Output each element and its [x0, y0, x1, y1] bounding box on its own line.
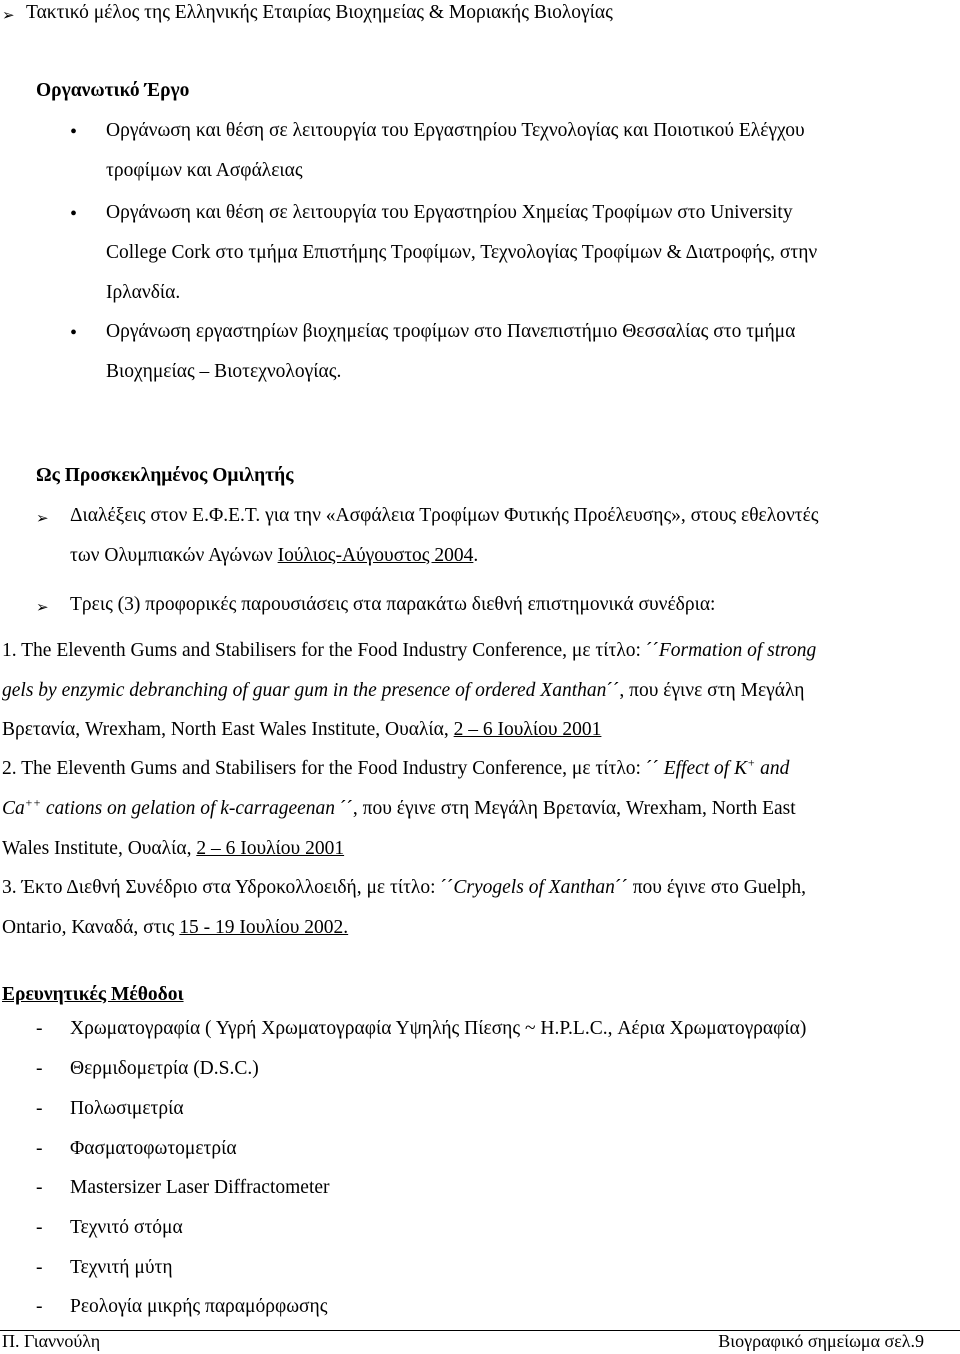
method-item: Τεχνιτή μύτη [70, 1257, 173, 1278]
org-item-2-line-3: Ιρλανδία. [106, 282, 181, 303]
method-item: Πολωσιμετρία [70, 1098, 184, 1119]
org-item-3-line-1: Οργάνωση εργαστηρίων βιοχημείας τροφίμων στο Πανεπιστήμιο Θεσσαλίας στο τμήμα [106, 321, 796, 342]
conf-3-line-2: Ontario, Καναδά, στις 15 - 19 Ιουλίου 2002. [2, 917, 349, 938]
org-item-1-line-1: Οργάνωση και θέση σε λειτουργία του Εργαστηρίου Τεχνολογίας και Ποιοτικού Ελέγχου [106, 120, 805, 141]
org-item-2-line-1: Οργάνωση και θέση σε λειτουργία του Εργαστηρίου Χημείας Τροφίμων στο University [106, 202, 793, 223]
bullet-icon: • [70, 322, 78, 344]
conf-3-date: 15 - 19 Ιουλίου 2002. [179, 917, 349, 938]
org-item-2-line-2: College Cork στο τμήμα Επιστήμης Τροφίμων, Τεχνολογίας Τροφίμων & Διατροφής, στην [106, 242, 818, 263]
methods-heading: Ερευνητικές Μέθοδοι [2, 984, 184, 1005]
method-item: Mastersizer Laser Diffractometer [70, 1177, 330, 1198]
method-dash: - [36, 1058, 43, 1079]
method-dash: - [36, 1257, 43, 1278]
conf-2-line-2: Ca++ cations on gelation of k-carrageenan ´´, που έγινε στη Μεγάλη Βρετανία, Wrexham, North East [2, 795, 796, 819]
method-dash: - [36, 1217, 43, 1238]
method-item: Φασματοφωτομετρία [70, 1138, 237, 1159]
conf-2-line-3: Wales Institute, Ουαλία, 2 – 6 Ιουλίου 2001 [2, 838, 345, 859]
conf-2-date: 2 – 6 Ιουλίου 2001 [196, 838, 345, 859]
method-dash: - [36, 1018, 43, 1039]
organizational-heading: Οργανωτικό Έργο [36, 80, 190, 101]
lectures-line-1: Διαλέξεις στον Ε.Φ.Ε.Τ. για την «Ασφάλεια Τροφίμων Φυτικής Προέλευσης», στους εθελοντές [70, 505, 819, 526]
footer-author: Π. Γιαννούλη [2, 1331, 101, 1351]
conf-1-date: 2 – 6 Ιουλίου 2001 [453, 719, 602, 740]
bullet-icon: • [70, 203, 78, 225]
conf-1-line-1: 1. The Eleventh Gums and Stabilisers for the Food Industry Conference, με τίτλο: ´´Formation of strong [2, 640, 817, 661]
method-dash: - [36, 1177, 43, 1198]
method-item: Τεχνιτό στόμα [70, 1217, 183, 1238]
method-dash: - [36, 1098, 43, 1119]
arrow-bullet-icon: ➢ [36, 598, 49, 616]
method-dash: - [36, 1296, 43, 1317]
lectures-date: Ιούλιος-Αύγουστος 2004 [277, 545, 474, 566]
conf-3-line-1: 3. Έκτο Διεθνή Συνέδριο στα Υδροκολλοειδή, με τίτλο: ´´Cryogels of Xanthan´´ που έγινε στο Guelph, [2, 877, 807, 898]
arrow-bullet-icon: ➢ [2, 6, 15, 24]
arrow-bullet-icon: ➢ [36, 509, 49, 527]
conf-1-line-2: gels by enzymic debranching of guar gum in the presence of ordered Xanthan´´, που έγινε στη Μεγάλη [2, 680, 805, 701]
footer-page-label: Βιογραφικό σημείωμα σελ.9 [718, 1331, 924, 1351]
org-item-1-line-2: τροφίμων και Ασφάλειας [106, 160, 303, 181]
method-item: Ρεολογία μικρής παραμόρφωσης [70, 1296, 328, 1317]
conf-2-line-1: 2. The Eleventh Gums and Stabilisers for the Food Industry Conference, με τίτλο: ´´ Effect of K+ and [2, 755, 790, 779]
method-item: Θερμιδομετρία (D.S.C.) [70, 1058, 259, 1079]
conferences-intro: Τρεις (3) προφορικές παρουσιάσεις στα παρακάτω διεθνή επιστημονικά συνέδρια: [70, 594, 716, 615]
method-item: Χρωματογραφία ( Υγρή Χρωματογραφία Υψηλής Πίεσης ~ H.P.L.C., Αέρια Χρωματογραφία) [70, 1018, 807, 1039]
bullet-icon: • [70, 121, 78, 143]
lectures-line-2: των Ολυμπιακών Αγώνων Ιούλιος-Αύγουστος 2004. [70, 545, 479, 566]
method-dash: - [36, 1138, 43, 1159]
speaker-heading: Ως Προσκεκλημένος Ομιλητής [36, 465, 294, 486]
conf-1-line-3: Βρετανία, Wrexham, North East Wales Institute, Ουαλία, 2 – 6 Ιουλίου 2001 [2, 719, 602, 740]
membership-text: Τακτικό μέλος της Ελληνικής Εταιρίας Βιοχημείας & Μοριακής Βιολογίας [26, 2, 613, 23]
org-item-3-line-2: Βιοχημείας – Βιοτεχνολογίας. [106, 361, 342, 382]
